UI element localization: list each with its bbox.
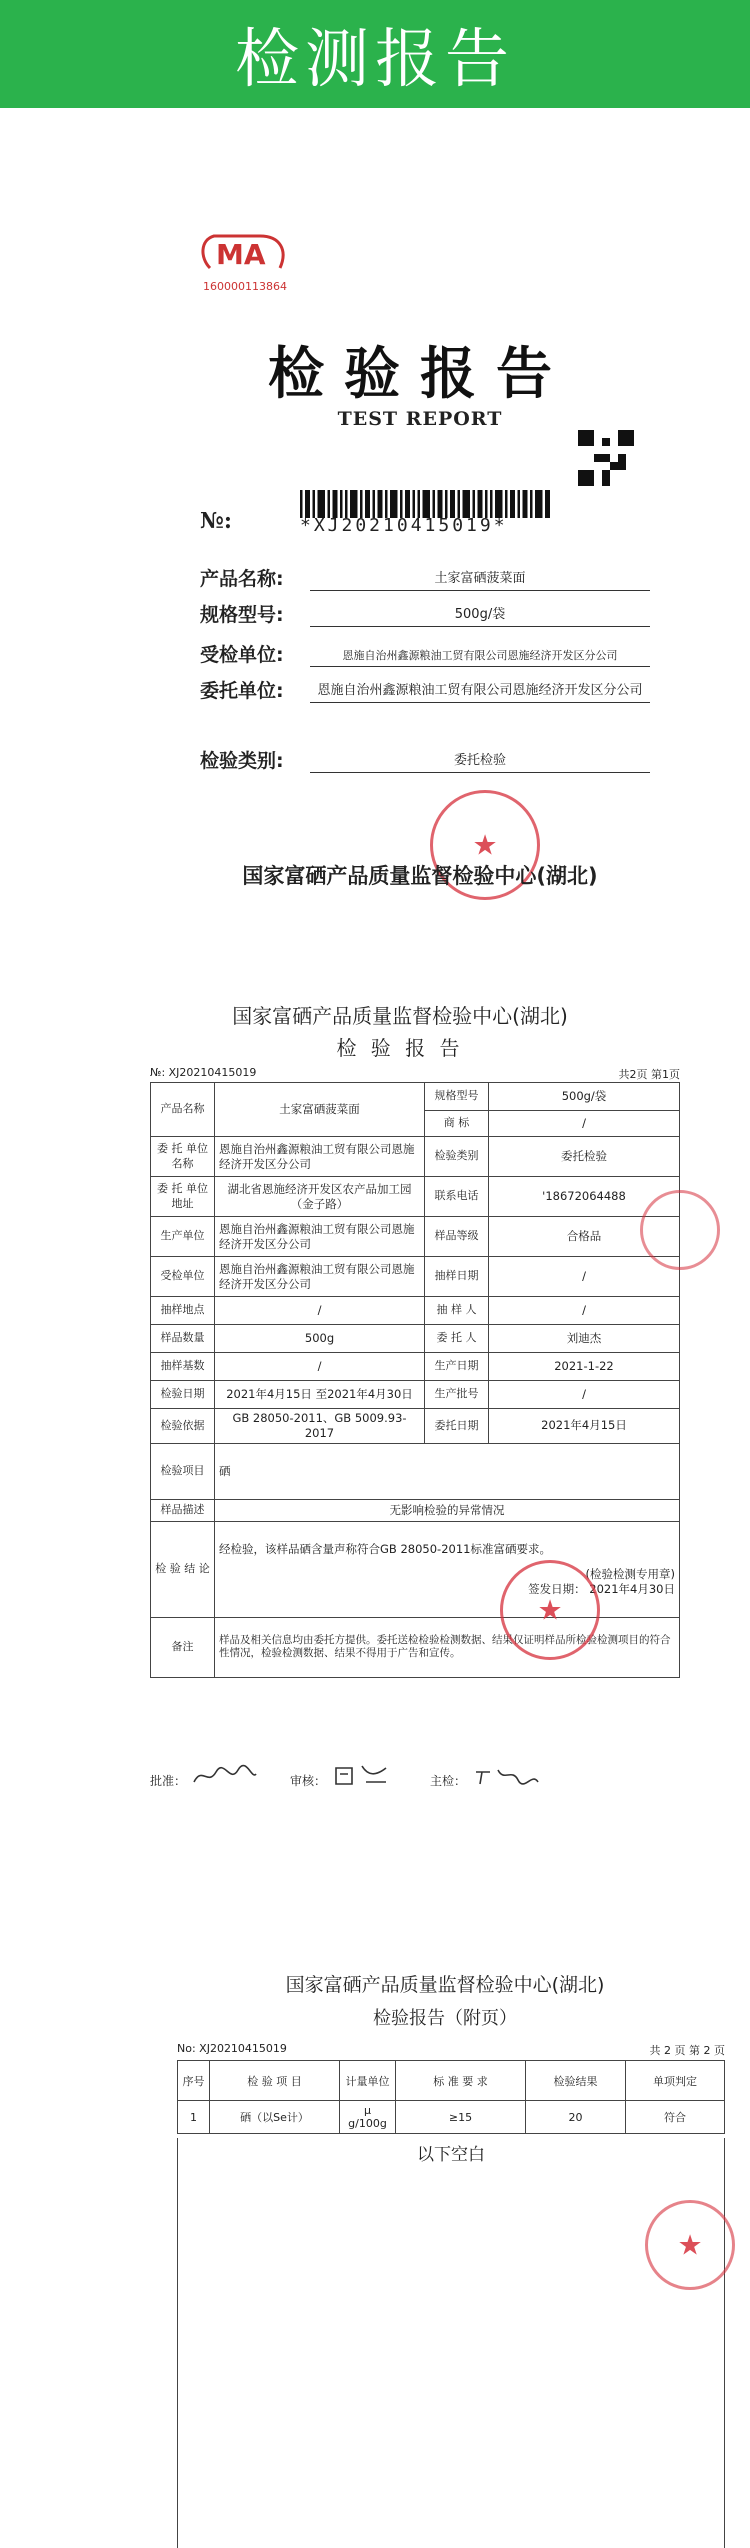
report-main-table: 产品名称 土家富硒菠菜面 规格型号 500g/袋 商 标 / 委 托 单位名称 恩施自治州鑫源粮油工贸有限公司恩施经济开发区分公司 检验类别 委托检验 委 托 单位地址 湖北省恩施经济开发区农产品加工园（金子路） 联系电话 '18672064488 生产单位 恩施自治州鑫源粮油工贸有限公司恩施经济开发区分公司 样品等级 合格品 受检单位 恩施自治州鑫源粮油工贸有限公司恩施经济开发区分公司 抽样日期 / 抽样地点 / 抽 样 人 / 样品数量 500g 委 托 人 刘迪杰 抽样基数 / 生产日期 2021-1-22 检验日期 2021年4月15日 至2021年4月30日 生产批号 / 检验依据 GB 28050-2011、GB 5009.93-2017 委托日期 2021年4月15日 检验项目 硒 样品描述 无影响检验的异常情况 检 验 结 论 经检验，该样品硒含量声称符合GB 28050-2011标准富硒要求。 (检验检测专用章) 签发日期： 2021年4月30日 备注 样品及相关信息均由委托方提供。委托送检检验检测数据、结果仅证明样品所检验检测项目的符合性情况，检验检测数据、结果不得用于广告和宣传。 [150, 1082, 680, 1678]
page1-org: 国家富硒产品质量监督检验中心(湖北) [232, 1004, 568, 1028]
report-no-label: №: [200, 508, 233, 534]
results-header-row: 序号 检 验 项 目 计量单位 标 准 要 求 检验结果 单项判定 [178, 2061, 725, 2101]
stamp-note: (检验检测专用章) [585, 1566, 675, 1581]
report-page-1 [120, 960, 680, 1820]
cma-logo-icon [200, 230, 290, 274]
cover-subtitle: TEST REPORT [337, 408, 503, 430]
qr-code-icon [578, 430, 634, 486]
report-page-2 [165, 1950, 725, 2548]
page1-report-no: №: XJ20210415019 [150, 1066, 257, 1079]
seam-seal-icon [640, 1190, 720, 1270]
approver-signature-icon [190, 1764, 260, 1788]
banner-title: 检测报告 [235, 23, 515, 97]
field-product-name: 产品名称: 土家富硒菠菜面 [200, 564, 650, 591]
field-spec: 规格型号: 500g/袋 [200, 600, 650, 627]
chief-signature-icon [472, 1764, 542, 1788]
cover-title: 检验报告 [268, 342, 572, 407]
page1-title: 检 验 报 告 [336, 1036, 464, 1060]
page2-org: 国家富硒产品质量监督检验中心(湖北) [285, 1974, 605, 1996]
page2-title: 检验报告（附页） [373, 2008, 517, 2029]
reviewer-signature-icon [332, 1762, 392, 1788]
svg-text:MA: MA [216, 238, 266, 271]
results-table [177, 2060, 725, 2134]
page1-page-count: 共2页 第1页 [618, 1068, 680, 1081]
blank-area [177, 2138, 725, 2548]
cma-mark [200, 230, 290, 293]
field-inspected-unit: 受检单位: 恩施自治州鑫源粮油工贸有限公司恩施经济开发区分公司 [200, 640, 650, 667]
barcode-icon [300, 490, 550, 518]
page-banner [0, 0, 750, 108]
chief-inspector-label: 主检： [430, 1774, 467, 1788]
table-row: 1 硒（以Se计） μ g/100g ≥15 20 符合 [178, 2101, 725, 2134]
cover-footer-org: 国家富硒产品质量监督检验中心(湖北) [242, 864, 598, 888]
cma-code: 160000113864 [203, 280, 287, 293]
field-client-unit: 委托单位: 恩施自治州鑫源粮油工贸有限公司恩施经济开发区分公司 [200, 676, 650, 703]
approver-label: 批准： [150, 1774, 187, 1788]
seam-seal-icon: ★ [645, 2200, 735, 2290]
reviewer-label: 审核： [290, 1774, 327, 1788]
official-seal-icon: ★ [500, 1560, 600, 1660]
field-test-type: 检验类别: 委托检验 [200, 746, 650, 773]
report-cover [150, 190, 690, 910]
report-no-value: *XJ20210415019* [300, 515, 508, 536]
issue-date: 签发日期： 2021年4月30日 [528, 1581, 675, 1596]
page2-page-count: 共 2 页 第 2 页 [649, 2044, 725, 2057]
conclusion-text: 经检验，该样品硒含量声称符合GB 28050-2011标准富硒要求。 [219, 1541, 551, 1556]
page2-report-no: No: XJ20210415019 [177, 2042, 287, 2055]
official-seal-icon: ★ [430, 790, 540, 900]
blank-notice: 以下空白 [417, 2145, 485, 2165]
remark-text: 样品及相关信息均由委托方提供。委托送检检验检测数据、结果仅证明样品所检验检测项目的符合性情况，检验检测数据、结果不得用于广告和宣传。 [215, 1617, 680, 1677]
